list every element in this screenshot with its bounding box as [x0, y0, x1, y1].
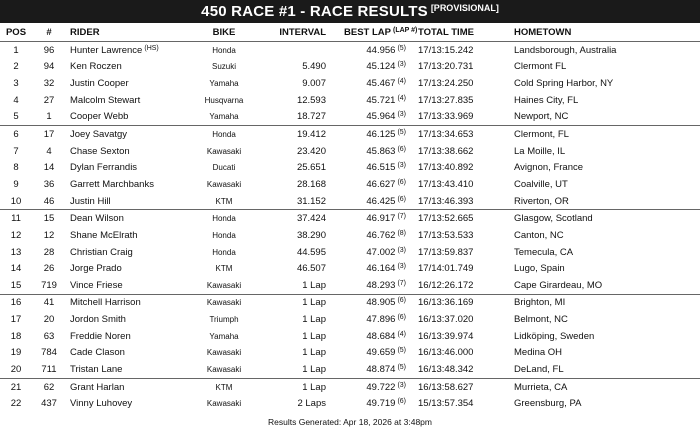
- rider-name-cell: [66, 75, 194, 92]
- interval-cell: 37.424: [254, 210, 344, 227]
- results-table: [0, 23, 700, 412]
- col-bike-header: BIKE: [194, 23, 254, 42]
- hometown-cell: Coalville, UT: [514, 178, 568, 190]
- total-time-cell: 16/13:39.974: [418, 330, 474, 342]
- position-cell: 18: [10, 330, 22, 342]
- table-row: [0, 159, 700, 176]
- table-row: [0, 311, 700, 328]
- interval-cell: 25.651: [296, 162, 326, 174]
- rider-name: Justin Cooper: [70, 78, 129, 90]
- best-lap-number: (6): [397, 314, 406, 322]
- rider-name-cell: [66, 361, 194, 378]
- hometown-cell: Greensburg, PA: [514, 398, 582, 410]
- best-lap-time: 46.425: [366, 195, 396, 207]
- position-cell: 7: [13, 145, 19, 157]
- total-time-cell: 17/13:38.662: [418, 145, 474, 157]
- total-time-cell: 16/13:46.000: [418, 347, 474, 359]
- hometown-cell: DeLand, FL: [514, 363, 564, 375]
- bike-cell: Honda: [194, 210, 254, 227]
- interval-cell: 12.593: [296, 94, 326, 106]
- rider-name: Jordon Smith: [70, 314, 126, 326]
- rider-name: Grant Harlan: [70, 381, 125, 393]
- table-row: [0, 328, 700, 345]
- hometown-cell: Brighton, MI: [510, 294, 700, 311]
- best-lap-number: (3): [397, 111, 406, 119]
- interval-cell: 1 Lap: [254, 378, 344, 395]
- bike-cell: Husqvarna: [204, 95, 244, 105]
- best-lap-time: 46.164: [366, 263, 396, 275]
- position-cell: 13: [10, 246, 22, 258]
- rider-name-cell: [66, 227, 194, 244]
- interval-cell: 1 Lap: [302, 363, 326, 375]
- rider-name: Malcolm Stewart: [70, 94, 141, 106]
- col-number-header: #: [32, 23, 66, 42]
- best-lap-time: 46.515: [366, 162, 396, 174]
- rider-number-cell: 62: [32, 378, 66, 395]
- best-lap-cell: [344, 277, 412, 294]
- rider-number-cell: 15: [32, 210, 66, 227]
- rider-name-cell: [66, 244, 194, 261]
- best-lap-cell: [344, 210, 412, 227]
- interval-cell: 38.290: [296, 229, 326, 241]
- bike-cell: Honda: [212, 247, 236, 257]
- position-cell: 3: [13, 78, 19, 90]
- rider-number-cell: 63: [43, 330, 55, 342]
- rider-name: Tristan Lane: [70, 363, 123, 375]
- best-lap-cell: [344, 42, 412, 59]
- table-row: [0, 59, 700, 76]
- best-lap-number: (3): [397, 263, 406, 271]
- best-lap-number: (7): [397, 279, 406, 287]
- hometown-cell: Lugo, Spain: [514, 263, 565, 275]
- hometown-cell: Belmont, NC: [514, 314, 568, 326]
- best-lap-time: 47.896: [366, 314, 396, 326]
- best-lap-number: (4): [397, 330, 406, 338]
- rider-name-cell: [66, 345, 194, 362]
- rider-name: Dean Wilson: [70, 213, 124, 225]
- best-lap-cell: [344, 345, 412, 362]
- total-time-cell: 17/13:34.653: [412, 126, 510, 143]
- total-time-cell: 17/13:59.837: [418, 246, 474, 258]
- interval-cell: 18.727: [296, 111, 326, 123]
- total-time-cell: 16/13:36.169: [412, 294, 510, 311]
- best-lap-cell: [344, 75, 412, 92]
- position-cell: 8: [13, 162, 19, 174]
- interval-cell: 1 Lap: [302, 314, 326, 326]
- hometown-cell: Canton, NC: [514, 229, 564, 241]
- rider-name-cell: [66, 260, 194, 277]
- hometown-cell: Cape Girardeau, MO: [514, 279, 603, 291]
- position-cell: 1: [0, 42, 32, 59]
- best-lap-cell: [344, 244, 412, 261]
- table-row: [0, 193, 700, 210]
- rider-number-cell: 12: [43, 229, 55, 241]
- table-row: [0, 345, 700, 362]
- rider-number-cell: 28: [43, 246, 55, 258]
- bike-cell: Kawasaki: [206, 179, 242, 189]
- position-cell: 2: [13, 61, 19, 73]
- table-row: [0, 42, 700, 59]
- position-cell: 11: [0, 210, 32, 227]
- table-row: [0, 361, 700, 378]
- position-cell: 16: [0, 294, 32, 311]
- table-row: [0, 378, 700, 395]
- best-lap-cell: [344, 126, 412, 143]
- best-lap-number: (3): [397, 381, 406, 389]
- best-lap-number: (6): [397, 297, 406, 305]
- rider-name-cell: [66, 126, 194, 143]
- hometown-cell: Landsborough, Australia: [510, 42, 700, 59]
- bike-cell: Yamaha: [209, 331, 239, 341]
- rider-number-cell: 784: [41, 347, 57, 359]
- best-lap-number: (4): [397, 78, 406, 86]
- rider-name: Mitchell Harrison: [70, 297, 141, 309]
- interval-cell: 1 Lap: [302, 279, 326, 291]
- rider-name-cell: [66, 193, 194, 210]
- rider-name: Dylan Ferrandis: [70, 162, 138, 174]
- bike-cell: Yamaha: [209, 112, 239, 122]
- total-time-cell: 17/13:20.731: [418, 61, 474, 73]
- status-label: [PROVISIONAL]: [430, 3, 499, 13]
- page-title: 450 RACE #1 - RACE RESULTS: [201, 3, 428, 20]
- best-lap-cell: [344, 260, 412, 277]
- rider-number-cell: 4: [46, 145, 52, 157]
- best-lap-cell: [344, 193, 412, 210]
- bike-cell: Yamaha: [209, 79, 239, 89]
- best-lap-cell: [344, 143, 412, 160]
- bike-cell: Kawasaki: [194, 294, 254, 311]
- col-interval-header: INTERVAL: [254, 23, 344, 42]
- bike-cell: Honda: [194, 42, 254, 59]
- total-time-cell: 17/13:27.835: [418, 94, 474, 106]
- interval-cell: 46.507: [296, 263, 326, 275]
- best-lap-cell: [344, 176, 412, 193]
- best-lap-cell: [344, 227, 412, 244]
- best-lap-time: 48.874: [366, 363, 396, 375]
- rider-name-cell: [66, 311, 194, 328]
- rider-name: Vince Friese: [70, 279, 123, 291]
- table-row: [0, 244, 700, 261]
- rider-name-cell: [66, 59, 194, 76]
- rider-name-cell: [66, 159, 194, 176]
- bike-cell: Ducati: [212, 163, 236, 173]
- best-lap-time: 44.956: [366, 44, 396, 56]
- position-cell: 6: [0, 126, 32, 143]
- interval-cell: 5.490: [302, 61, 326, 73]
- hometown-cell: Clermont FL: [514, 61, 567, 73]
- best-lap-number: (3): [397, 246, 406, 254]
- best-lap-number: (7): [397, 213, 406, 221]
- position-cell: 15: [10, 279, 22, 291]
- table-row: [0, 395, 700, 412]
- best-lap-number: (8): [397, 229, 406, 237]
- total-time-cell: 17/13:43.410: [418, 178, 474, 190]
- hometown-cell: Newport, NC: [514, 111, 569, 123]
- total-time-cell: 15/13:57.354: [418, 398, 474, 410]
- results-body: [0, 42, 700, 413]
- bike-cell: Suzuki: [211, 62, 236, 72]
- rider-name: Joey Savatgy: [70, 129, 128, 141]
- col-total-time-header: TOTAL TIME: [412, 23, 510, 42]
- total-time-cell: 17/13:15.242: [412, 42, 510, 59]
- rider-number-cell: 32: [43, 78, 55, 90]
- position-cell: 9: [13, 178, 19, 190]
- col-pos-header: POS: [0, 23, 32, 42]
- best-lap-time: 48.684: [366, 330, 396, 342]
- rider-name: Chase Sexton: [70, 145, 130, 157]
- rider-number-cell: 711: [41, 363, 57, 375]
- bike-cell: KTM: [215, 264, 233, 274]
- best-lap-number: (5): [397, 363, 406, 371]
- bike-cell: Honda: [194, 126, 254, 143]
- rider-name: Garrett Marchbanks: [70, 178, 154, 190]
- interval-cell: 2 Laps: [297, 398, 326, 410]
- total-time-cell: 17/13:24.250: [418, 78, 474, 90]
- rider-number-cell: 46: [43, 195, 55, 207]
- col-best-lap-header: [344, 23, 418, 42]
- table-row: [0, 277, 700, 294]
- rider-name: Christian Craig: [70, 246, 133, 258]
- interval-cell: 9.007: [302, 78, 326, 90]
- best-lap-time: 48.293: [366, 279, 396, 291]
- best-lap-time: 45.964: [366, 111, 396, 123]
- hometown-cell: Glasgow, Scotland: [510, 210, 700, 227]
- best-lap-number: (6): [397, 398, 406, 406]
- table-row: [0, 176, 700, 193]
- position-cell: 5: [13, 111, 19, 123]
- interval-cell: 44.595: [296, 246, 326, 258]
- rider-name-cell: [66, 294, 194, 311]
- hometown-cell: La Moille, IL: [514, 145, 566, 157]
- bike-cell: Kawasaki: [206, 348, 242, 358]
- best-lap-cell: [344, 361, 412, 378]
- col-rider-header: RIDER: [66, 23, 194, 42]
- best-lap-time: 49.722: [366, 381, 396, 393]
- interval-cell: 31.152: [296, 195, 326, 207]
- total-time-cell: 16/13:37.020: [418, 314, 474, 326]
- rider-number-cell: 27: [43, 94, 55, 106]
- interval-cell: 1 Lap: [254, 294, 344, 311]
- total-time-cell: 17/13:53.533: [418, 229, 474, 241]
- best-lap-time: 49.659: [366, 347, 396, 359]
- best-lap-cell: [344, 328, 412, 345]
- interval-cell: 1 Lap: [302, 347, 326, 359]
- best-lap-cell: [344, 294, 412, 311]
- position-cell: 17: [10, 314, 22, 326]
- rider-number-cell: 719: [41, 279, 57, 291]
- rider-name-cell: [66, 109, 194, 126]
- bike-cell: Kawasaki: [206, 146, 242, 156]
- table-row: [0, 109, 700, 126]
- interval-cell: 19.412: [254, 126, 344, 143]
- rider-name: Cade Clason: [70, 347, 125, 359]
- hometown-cell: Clermont, FL: [510, 126, 700, 143]
- rider-name: Jorge Prado: [70, 263, 122, 275]
- interval-cell: 23.420: [296, 145, 326, 157]
- table-row: [0, 210, 700, 227]
- bike-cell: Kawasaki: [206, 399, 242, 409]
- best-lap-time: 46.762: [366, 229, 396, 241]
- best-lap-number: (3): [397, 61, 406, 69]
- total-time-cell: 17/13:40.892: [418, 162, 474, 174]
- total-time-cell: 17/14:01.749: [418, 263, 474, 275]
- rider-number-cell: 26: [43, 263, 55, 275]
- position-cell: 22: [10, 398, 22, 410]
- best-lap-cell: [344, 159, 412, 176]
- best-lap-cell: [344, 395, 412, 412]
- position-cell: 20: [10, 363, 22, 375]
- rider-name: Ken Roczen: [70, 61, 122, 73]
- best-lap-cell: [344, 92, 412, 109]
- hometown-cell: Cold Spring Harbor, NY: [514, 78, 614, 90]
- rider-name: Shane McElrath: [70, 229, 138, 241]
- col-hometown-header: HOMETOWN: [510, 23, 700, 42]
- rider-number-cell: 20: [43, 314, 55, 326]
- bike-cell: KTM: [194, 378, 254, 395]
- best-lap-number: (5): [397, 347, 406, 355]
- best-lap-time: 45.863: [366, 145, 396, 157]
- total-time-cell: 17/13:33.969: [418, 111, 474, 123]
- best-lap-number: (4): [397, 94, 406, 102]
- best-lap-time: 46.125: [366, 129, 396, 141]
- rider-name: Hunter Lawrence: [70, 44, 143, 56]
- table-header-row: [0, 23, 700, 42]
- rider-tag: (HS): [144, 44, 159, 52]
- rider-name-cell: [66, 378, 194, 395]
- position-cell: 21: [0, 378, 32, 395]
- bike-cell: Honda: [212, 230, 236, 240]
- table-row: [0, 75, 700, 92]
- bike-cell: Kawasaki: [206, 280, 242, 290]
- total-time-cell: 16/13:48.342: [418, 363, 474, 375]
- best-lap-number: (6): [397, 195, 406, 203]
- best-lap-time: 45.721: [366, 94, 396, 106]
- rider-name-cell: [66, 277, 194, 294]
- best-lap-number: (5): [397, 44, 406, 52]
- table-row: [0, 227, 700, 244]
- table-row: [0, 92, 700, 109]
- bike-cell: KTM: [215, 196, 233, 206]
- hometown-cell: Riverton, OR: [514, 195, 569, 207]
- rider-number-cell: 14: [43, 162, 55, 174]
- hometown-cell: Lidköping, Sweden: [514, 330, 595, 342]
- best-lap-time: 45.467: [366, 78, 396, 90]
- total-time-cell: 17/13:46.393: [418, 195, 474, 207]
- best-lap-time: 46.917: [366, 213, 396, 225]
- rider-name: Vinny Luhovey: [70, 398, 133, 410]
- rider-number-cell: 41: [32, 294, 66, 311]
- position-cell: 10: [10, 195, 22, 207]
- position-cell: 12: [10, 229, 22, 241]
- position-cell: 19: [10, 347, 22, 359]
- best-lap-number: (5): [397, 129, 406, 137]
- table-row: [0, 260, 700, 277]
- rider-name-cell: [66, 92, 194, 109]
- rider-name-cell: [66, 210, 194, 227]
- total-time-cell: 16/13:58.627: [412, 378, 510, 395]
- rider-name-cell: [66, 42, 194, 59]
- interval-cell: 1 Lap: [302, 330, 326, 342]
- table-row: [0, 126, 700, 143]
- best-lap-number: (3): [397, 162, 406, 170]
- interval-cell: 28.168: [296, 178, 326, 190]
- interval-cell: [254, 42, 344, 59]
- best-lap-time: 48.905: [366, 297, 396, 309]
- hometown-cell: Avignon, France: [514, 162, 584, 174]
- rider-name: Justin Hill: [70, 195, 111, 207]
- rider-number-cell: 1: [46, 111, 52, 123]
- table-row: [0, 143, 700, 160]
- table-row: [0, 294, 700, 311]
- best-lap-time: 49.719: [366, 398, 396, 410]
- title-bar: [0, 0, 700, 23]
- best-lap-time: 47.002: [366, 246, 396, 258]
- hometown-cell: Murrieta, CA: [510, 378, 700, 395]
- total-time-cell: 16/12:26.172: [418, 279, 474, 291]
- hometown-cell: Haines City, FL: [514, 94, 579, 106]
- total-time-cell: 17/13:52.665: [412, 210, 510, 227]
- best-lap-time: 46.627: [366, 178, 396, 190]
- rider-number-cell: 437: [41, 398, 57, 410]
- bike-cell: Kawasaki: [206, 364, 242, 374]
- best-lap-cell: [344, 378, 412, 395]
- best-lap-cell: [344, 311, 412, 328]
- hometown-cell: Temecula, CA: [514, 246, 574, 258]
- rider-name: Freddie Noren: [70, 330, 131, 342]
- position-cell: 4: [13, 94, 19, 106]
- best-lap-cell: [344, 109, 412, 126]
- bike-cell: Triumph: [209, 315, 239, 325]
- best-lap-time: 45.124: [366, 61, 396, 73]
- rider-number-cell: 36: [43, 178, 55, 190]
- rider-number-cell: 94: [43, 61, 55, 73]
- lap-number-label: (LAP #): [392, 26, 418, 34]
- position-cell: 14: [10, 263, 22, 275]
- results-generated-footer: Results Generated: Apr 18, 2026 at 3:48pm: [268, 417, 432, 427]
- rider-name: Cooper Webb: [70, 111, 129, 123]
- rider-name-cell: [66, 143, 194, 160]
- rider-name-cell: [66, 395, 194, 412]
- best-lap-number: (6): [397, 145, 406, 153]
- best-lap-label: BEST LAP: [344, 26, 391, 38]
- hometown-cell: Medina OH: [514, 347, 563, 359]
- rider-name-cell: [66, 176, 194, 193]
- rider-name-cell: [66, 328, 194, 345]
- rider-number-cell: 96: [32, 42, 66, 59]
- best-lap-cell: [344, 59, 412, 76]
- rider-number-cell: 17: [32, 126, 66, 143]
- best-lap-number: (6): [397, 178, 406, 186]
